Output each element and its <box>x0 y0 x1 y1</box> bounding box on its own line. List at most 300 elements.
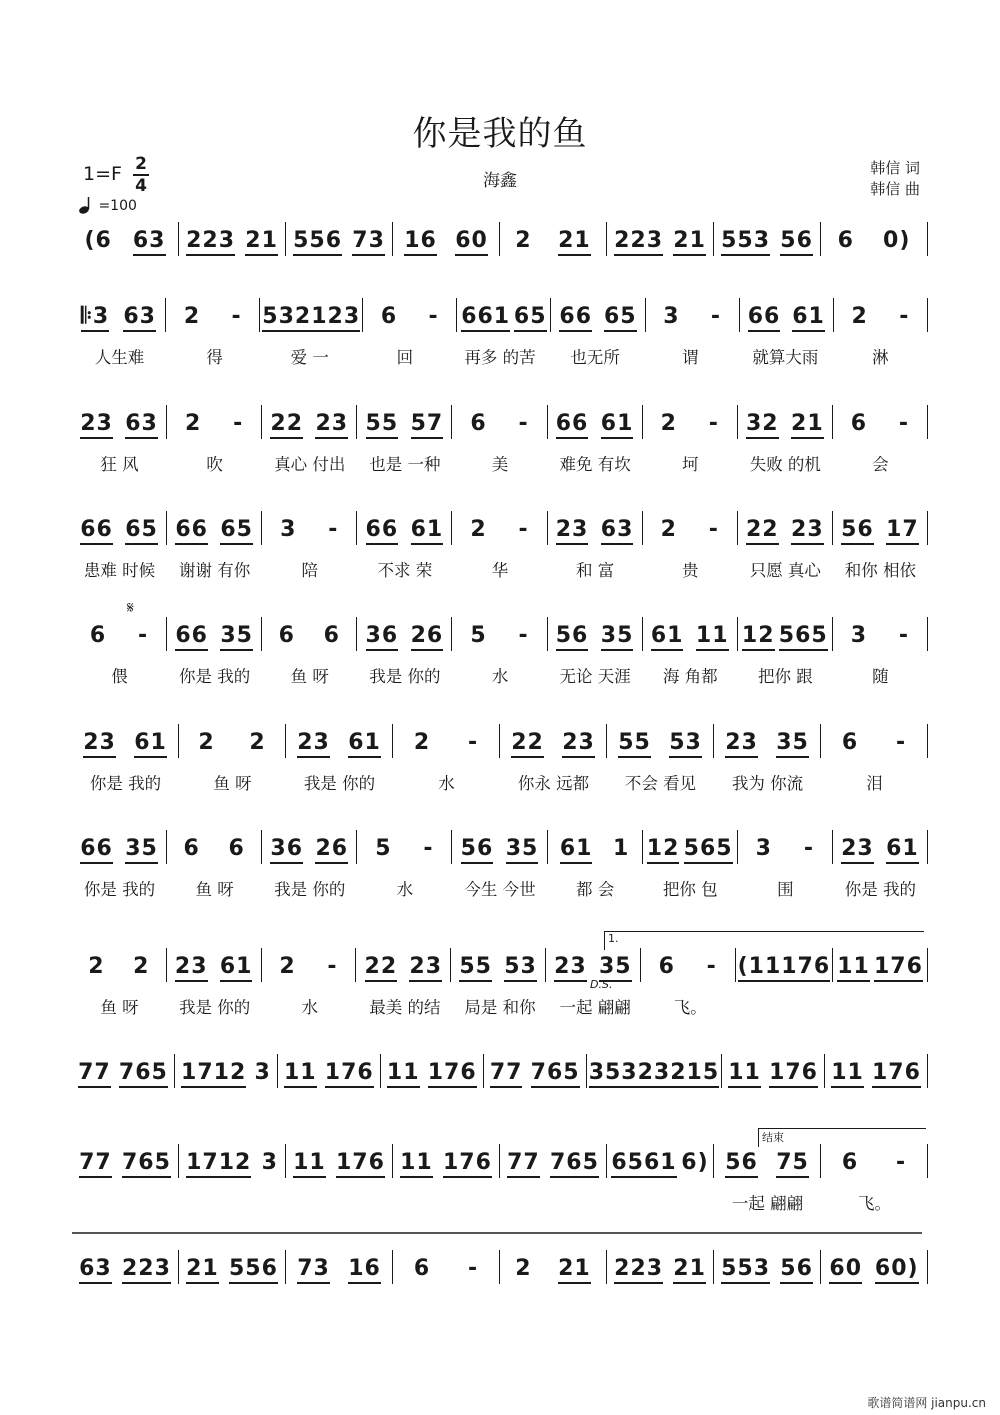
ds-marking: D.S. <box>590 978 613 991</box>
lyric-cell: 无论 天涯 <box>559 667 631 686</box>
lyric-cell: 我是 你的 <box>179 998 251 1017</box>
measure <box>262 405 357 439</box>
measure <box>548 405 643 439</box>
note-group: 61 <box>792 305 825 332</box>
measure <box>166 298 260 332</box>
note-group: 66 <box>366 518 399 545</box>
lyric-cell: 谓 <box>681 348 699 367</box>
lyric-cell: 回 <box>396 348 414 367</box>
lyric-cell: 狂 风 <box>100 455 139 474</box>
note-group: 35 <box>599 955 632 982</box>
measure <box>72 1144 179 1178</box>
note-group: 176 <box>872 1061 921 1088</box>
lyric-cell <box>72 1190 179 1214</box>
note-group: 3 <box>261 1150 278 1175</box>
note-group: 23 <box>554 955 587 982</box>
watermark: 歌谱简谱网 jianpu.cn <box>867 1396 986 1410</box>
note-group: 2 <box>198 730 215 755</box>
measure <box>363 298 457 332</box>
note-group: 6 <box>837 228 854 253</box>
note-group: 66 <box>748 305 781 332</box>
note-group: 𝄆3 <box>81 305 109 332</box>
measure <box>484 1054 587 1088</box>
note-group: 123 <box>311 305 360 332</box>
measure <box>167 830 262 864</box>
note-group: - <box>706 954 717 979</box>
measure <box>500 222 607 256</box>
note-group: 61 <box>134 731 167 758</box>
note-group: 0) <box>883 228 911 253</box>
lyric-cell: 局是 和你 <box>464 998 536 1017</box>
note-group: 3 <box>850 623 868 648</box>
measure <box>72 298 166 332</box>
note-group: 2 <box>279 954 296 979</box>
note-group: 23 <box>297 731 330 758</box>
lyric-cell: 也是 一种 <box>369 455 441 474</box>
note-group: 23 <box>175 955 208 982</box>
note-group: 36 <box>270 837 303 864</box>
note-group: 765 <box>531 1061 580 1088</box>
note-group: 176 <box>325 1061 374 1088</box>
lyric-cell: 水 <box>396 880 414 899</box>
note-group: 12 <box>742 624 775 651</box>
measure <box>393 1144 500 1178</box>
note-group: 35 <box>506 837 539 864</box>
note-group: 61 <box>348 731 381 758</box>
lyric-cell: 我为 你流 <box>731 774 804 793</box>
measure <box>821 724 928 758</box>
note-group: 56 <box>841 518 874 545</box>
note-group: 63 <box>601 518 634 545</box>
note-group: - <box>423 836 434 861</box>
note-group: 3 <box>663 304 680 329</box>
note-group: 556 <box>293 229 342 256</box>
note-group: 53 <box>669 731 702 758</box>
measure <box>833 511 928 545</box>
note-group: 223 <box>614 1257 663 1284</box>
lyric-row <box>72 994 928 1018</box>
note-group: 3 <box>755 836 772 861</box>
note-group: 3532 <box>589 1061 654 1088</box>
lyric-cell <box>738 994 833 1018</box>
note-group: 23 <box>83 731 116 758</box>
notation-row <box>72 617 928 651</box>
lyric-cell: 偎 <box>111 667 128 686</box>
note-group: 61 <box>411 518 444 545</box>
lyric-cell: 只愿 真心 <box>749 561 821 580</box>
note-group: 26 <box>411 624 444 651</box>
time-signature <box>133 154 149 196</box>
lyric-cell: 围 <box>777 880 794 899</box>
note-group: 2 <box>249 730 266 755</box>
note-group: 11 <box>696 624 729 651</box>
lyricist-credit: 韩信 词 <box>870 159 920 177</box>
note-group: 35 <box>776 731 809 758</box>
note-group: 12 <box>647 837 680 864</box>
lyric-cell <box>500 1190 607 1214</box>
note-group: 66 <box>80 518 113 545</box>
measure <box>738 617 833 651</box>
measure <box>641 948 736 982</box>
measure <box>714 222 821 256</box>
note-group: 22 <box>511 731 544 758</box>
note-group: 176 <box>874 955 923 982</box>
meter-top: 2 <box>135 154 147 174</box>
note-group: 60) <box>875 1257 919 1284</box>
measure <box>587 1054 722 1088</box>
lyric-cell <box>393 1190 500 1214</box>
note-group: 6 <box>380 304 398 329</box>
note-group: 6 <box>470 411 487 436</box>
note-group: 17 <box>886 518 919 545</box>
note-group: - <box>518 411 529 436</box>
note-group: 23 <box>80 412 113 439</box>
note-group: 6 <box>278 623 295 648</box>
note-group: 21 <box>558 1257 591 1284</box>
measure <box>179 724 286 758</box>
measure <box>179 1144 286 1178</box>
lyric-cell: 你永 远都 <box>517 774 590 793</box>
note-group: - <box>708 517 719 542</box>
note-group: - <box>898 623 910 648</box>
note-group: 66 <box>175 624 208 651</box>
note-group: 23 <box>562 731 595 758</box>
note-group: 77 <box>79 1151 112 1178</box>
note-group: 23 <box>315 412 348 439</box>
note-group: 23 <box>791 518 824 545</box>
lyric-cell: 一起 翩翩 <box>731 1194 804 1213</box>
note-group: - <box>138 623 149 648</box>
note-group: 75 <box>776 1151 809 1178</box>
measure <box>457 298 551 332</box>
note-group: 2 <box>413 730 431 755</box>
note-group: 61 <box>220 955 253 982</box>
measure <box>167 617 262 651</box>
note-group: 223 <box>614 229 663 256</box>
lyric-cell: 不求 荣 <box>377 561 433 580</box>
measure <box>643 511 738 545</box>
note-group: 223 <box>186 229 235 256</box>
note-group: 23 <box>556 518 589 545</box>
note-group: 11 <box>284 1061 317 1088</box>
note-group: 21 <box>673 229 706 256</box>
note-group: 66 <box>556 412 589 439</box>
lyric-cell: 坷 <box>681 455 699 474</box>
notation-row <box>72 1144 928 1178</box>
measure <box>286 724 393 758</box>
note-group: 11 <box>387 1061 420 1088</box>
note-group: 65 <box>514 305 547 332</box>
note-group: 61 <box>601 412 634 439</box>
lyric-cell: 也无所 <box>570 348 620 367</box>
note-group: 23 <box>841 837 874 864</box>
note-group: - <box>895 1150 907 1175</box>
measure <box>607 222 714 256</box>
note-group: 661 <box>461 305 510 332</box>
note-group: 2 <box>183 304 201 329</box>
measure <box>452 830 547 864</box>
segno-icon: 𝄋 <box>127 598 134 617</box>
measure <box>357 830 452 864</box>
note-group: 23 <box>725 731 758 758</box>
measure <box>825 1054 928 1088</box>
measure <box>72 405 167 439</box>
notation-row <box>72 948 928 982</box>
note-group: 23 <box>409 955 442 982</box>
lyric-cell: 难免 有坎 <box>559 455 631 474</box>
singer-name: 海鑫 <box>483 171 517 191</box>
note-group: 63 <box>79 1257 112 1284</box>
note-group: - <box>328 517 339 542</box>
note-group: - <box>231 304 242 329</box>
lyric-cell: 都 会 <box>575 880 615 899</box>
measure <box>833 617 928 651</box>
first-ending-bracket <box>604 931 924 950</box>
note-group: 16 <box>348 1257 381 1284</box>
measure <box>286 1250 393 1284</box>
meter-bottom: 4 <box>135 175 147 196</box>
note-group: 26 <box>315 837 348 864</box>
lyric-cell: 最美 的结 <box>369 998 441 1017</box>
measure <box>821 1144 928 1178</box>
note-group: 53 <box>504 955 537 982</box>
note-group: 6 <box>841 730 859 755</box>
note-group: 3 <box>254 1060 271 1085</box>
lyric-cell: 今生 今世 <box>464 880 536 899</box>
note-group: 73 <box>297 1257 330 1284</box>
lyric-cell: 和你 相依 <box>844 561 917 580</box>
lyric-cell <box>286 1190 393 1214</box>
measure <box>736 948 834 982</box>
ending-bracket <box>758 1128 926 1147</box>
note-group: 11 <box>728 1061 761 1088</box>
measure <box>738 830 833 864</box>
ending-label: 结束 <box>762 1131 784 1144</box>
note-group: 35 <box>220 624 253 651</box>
lyric-cell: 我是 你的 <box>303 774 376 793</box>
lyric-cell: 飞。 <box>858 1194 891 1213</box>
note-group: - <box>428 304 439 329</box>
measure <box>500 724 607 758</box>
note-group: 6 <box>323 623 340 648</box>
measure <box>607 1144 714 1178</box>
measure <box>262 617 357 651</box>
measure <box>167 511 262 545</box>
measure <box>500 1144 607 1178</box>
note-group: 176 <box>428 1061 477 1088</box>
measure <box>833 948 928 982</box>
note-group: 21 <box>245 229 278 256</box>
note-group: 77 <box>78 1061 111 1088</box>
note-group: 553 <box>721 1257 770 1284</box>
measure <box>72 1250 179 1284</box>
note-group: 73 <box>352 229 385 256</box>
lyric-cell: 你是 我的 <box>83 880 156 899</box>
measure <box>643 405 738 439</box>
measure <box>452 405 547 439</box>
measure <box>551 298 645 332</box>
note-group: 11 <box>293 1151 326 1178</box>
notation-row <box>72 724 928 758</box>
lyric-cell: 失败 的机 <box>749 455 821 474</box>
note-group: 5 <box>470 623 487 648</box>
measure <box>286 222 393 256</box>
note-group: 61 <box>651 624 684 651</box>
note-group: 35 <box>601 624 634 651</box>
note-group: 2 <box>185 411 202 436</box>
note-group: 553 <box>721 229 770 256</box>
measure <box>393 222 500 256</box>
lyric-row <box>72 770 928 794</box>
note-group: 21 <box>186 1257 219 1284</box>
note-group: 1712 <box>181 1061 246 1088</box>
note-group: 63 <box>123 305 156 332</box>
note-group: 65 <box>220 518 253 545</box>
note-group: 2 <box>88 954 105 979</box>
note-group: 61 <box>886 837 919 864</box>
note-group: 66 <box>175 518 208 545</box>
note-group: 1712 <box>186 1151 251 1178</box>
lyric-cell: 吹 <box>206 455 223 474</box>
lyric-cell: 海 角都 <box>662 667 718 686</box>
lyric-cell: 真心 付出 <box>274 455 346 474</box>
note-group: 223 <box>122 1257 171 1284</box>
lyric-row <box>72 876 928 900</box>
note-group: - <box>233 411 244 436</box>
note-group: 22 <box>365 955 398 982</box>
measure <box>72 830 167 864</box>
note-group: 66 <box>80 837 113 864</box>
notation-row <box>72 222 928 256</box>
notation-row <box>72 405 928 439</box>
lyric-cell: 鱼 呀 <box>195 880 234 899</box>
lyric-row <box>72 344 928 368</box>
song-title: 你是我的鱼 <box>412 114 588 154</box>
note-group: 55 <box>618 731 651 758</box>
volta-label: 1. <box>608 932 619 945</box>
measure <box>833 830 928 864</box>
measure <box>179 222 286 256</box>
note-group: 66 <box>559 305 592 332</box>
note-group: - <box>708 411 719 436</box>
note-group: 65 <box>604 305 637 332</box>
lyric-cell: 水 <box>438 774 455 793</box>
measure <box>738 511 833 545</box>
measure <box>607 1250 714 1284</box>
measure <box>452 617 547 651</box>
note-group: 3215 <box>654 1061 719 1088</box>
measure <box>714 724 821 758</box>
note-group: 65 <box>125 518 158 545</box>
lyric-cell: 鱼 呀 <box>290 667 329 686</box>
measure <box>262 948 357 982</box>
measure <box>72 617 167 651</box>
measure <box>72 948 167 982</box>
note-group: 35 <box>125 837 158 864</box>
measure <box>821 222 928 256</box>
lyric-row <box>72 451 928 475</box>
note-group: 21 <box>673 1257 706 1284</box>
note-group: 765 <box>550 1151 599 1178</box>
measure <box>714 1144 821 1178</box>
note-group: 56 <box>780 229 813 256</box>
lyric-cell: 人生难 <box>94 348 145 367</box>
note-group: 60 <box>829 1257 862 1284</box>
note-group: 77 <box>507 1151 540 1178</box>
note-group: 2 <box>133 954 150 979</box>
measure <box>262 830 357 864</box>
lyric-cell: 就算大雨 <box>752 348 819 367</box>
note-group: 6 <box>841 1150 859 1175</box>
measure <box>548 617 643 651</box>
note-group: - <box>518 623 529 648</box>
measure <box>278 1054 381 1088</box>
measure <box>821 1250 928 1284</box>
measure <box>357 617 452 651</box>
lyric-cell <box>607 1190 714 1214</box>
measure <box>833 405 928 439</box>
lyric-cell: 爱 一 <box>290 348 329 367</box>
lyric-cell: 谢谢 有你 <box>179 561 251 580</box>
measure <box>260 298 363 332</box>
notation-row <box>72 1250 928 1284</box>
note-group: 765 <box>119 1061 168 1088</box>
lyric-cell: 华 <box>491 561 509 580</box>
note-group: 6 <box>89 623 107 648</box>
measure <box>167 405 262 439</box>
note-group: 11 <box>400 1151 433 1178</box>
measure <box>167 948 262 982</box>
measure <box>452 511 547 545</box>
note-group: 565 <box>779 624 828 651</box>
lyric-cell: 会 <box>872 455 889 474</box>
lyric-cell <box>179 1190 286 1214</box>
measure <box>357 405 452 439</box>
note-group: 61 <box>560 837 593 864</box>
note-group: 565 <box>684 837 733 864</box>
quarter-note-icon <box>78 196 94 214</box>
note-group: 1 <box>613 836 630 861</box>
coda-separator <box>72 1232 922 1234</box>
lyric-cell: 你是 我的 <box>844 880 917 899</box>
notation-row <box>72 830 928 864</box>
lyric-cell: 一起 翩翩 <box>559 998 631 1017</box>
note-group: 56 <box>461 837 494 864</box>
note-group: 3 <box>280 517 297 542</box>
measure <box>646 298 740 332</box>
measure <box>72 222 179 256</box>
note-group: 60 <box>455 229 488 256</box>
note-group: 55 <box>459 955 492 982</box>
note-group: - <box>710 304 722 329</box>
note-group: 2 <box>660 411 677 436</box>
lyric-cell: 随 <box>872 667 889 686</box>
note-group: - <box>895 730 907 755</box>
lyric-cell: 泪 <box>866 774 883 793</box>
measure <box>643 830 738 864</box>
note-group: 6 <box>183 836 200 861</box>
note-group: 32 <box>746 412 779 439</box>
note-group: 63 <box>133 229 166 256</box>
measure <box>357 511 452 545</box>
notation-row <box>72 1054 928 1088</box>
notation-row <box>72 298 928 332</box>
measure <box>740 298 834 332</box>
measure <box>393 724 500 758</box>
note-group: 57 <box>411 412 444 439</box>
note-group: 16 <box>404 229 437 256</box>
note-group: 2 <box>515 1256 532 1281</box>
